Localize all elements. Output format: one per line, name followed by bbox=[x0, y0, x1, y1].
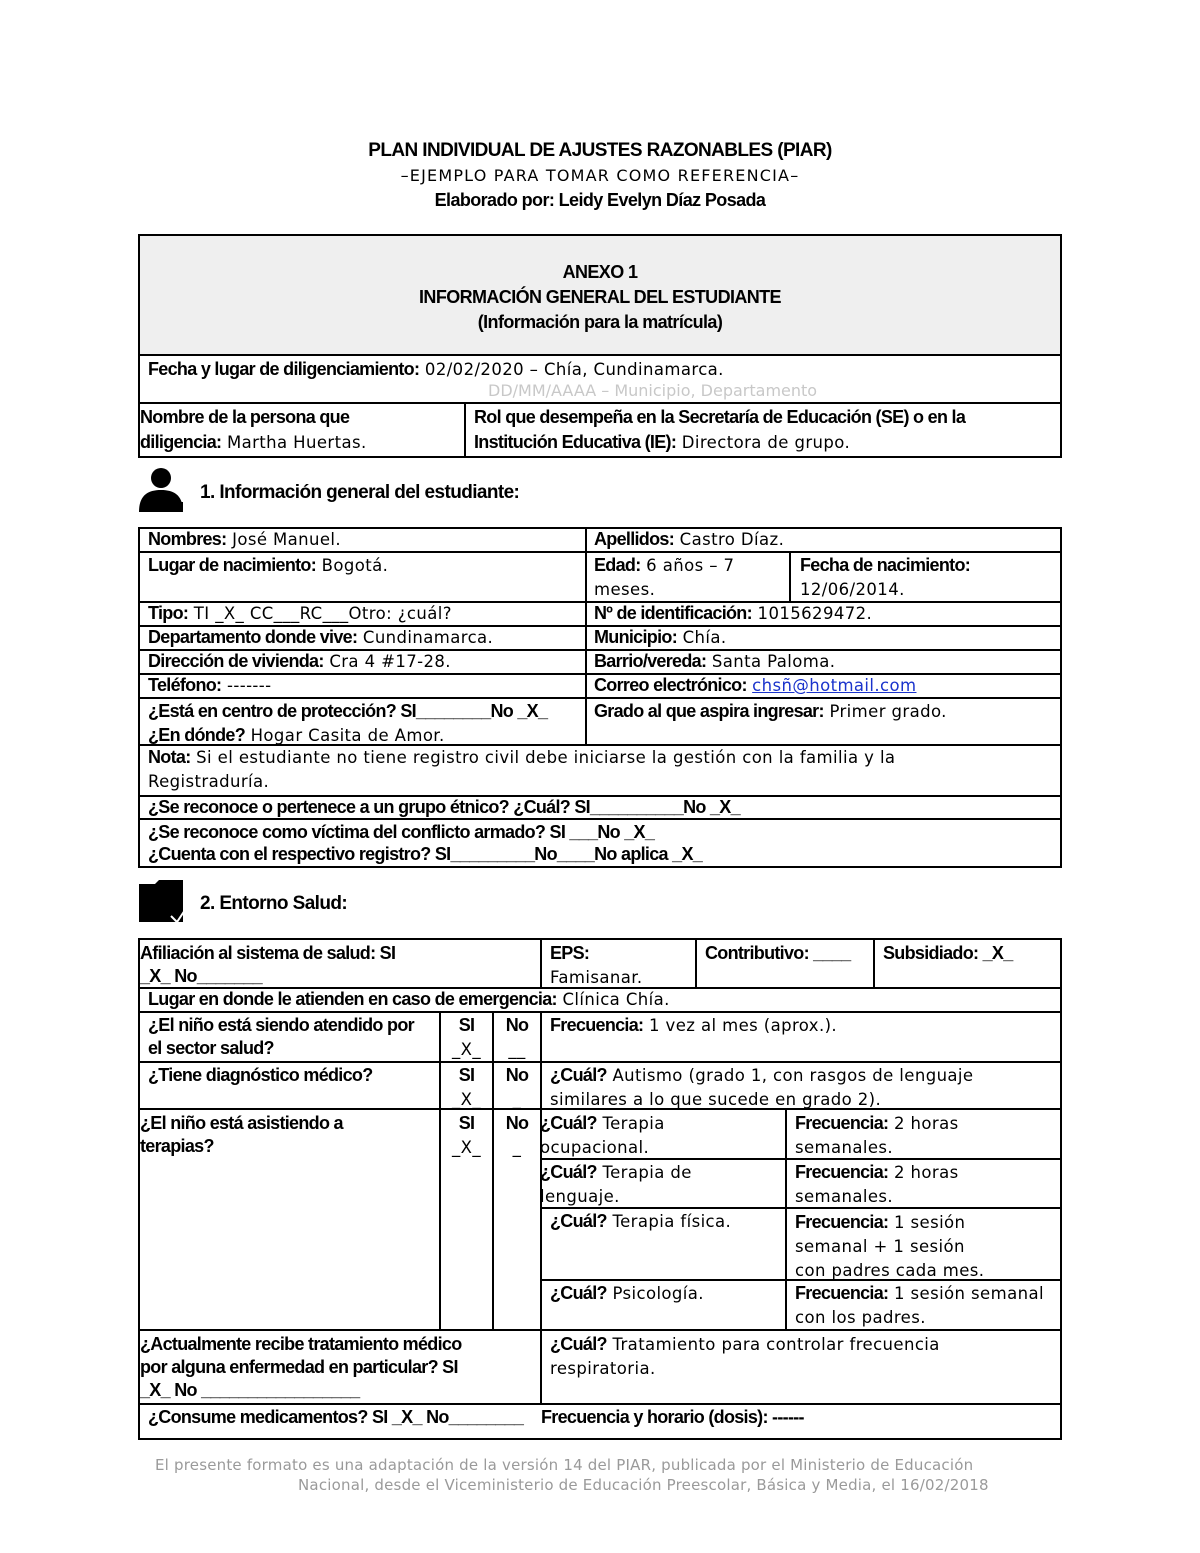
filling-date-value: 02/02/2020 – Chía, Cundinamarca. bbox=[419, 360, 724, 379]
department-field bbox=[148, 626, 493, 650]
treatment-value-2: respiratoria. bbox=[550, 1359, 656, 1378]
affiliation-answer: _X_ No_______ bbox=[140, 966, 262, 986]
therapy-3 bbox=[550, 1210, 731, 1234]
frequency-label: Frecuencia: bbox=[795, 1162, 889, 1182]
annex-number: ANEXO 1 bbox=[562, 262, 638, 282]
surnames-label: Apellidos: bbox=[594, 529, 675, 549]
filling-person-field bbox=[140, 405, 367, 455]
which-label: ¿Cuál? bbox=[550, 1065, 607, 1085]
divider bbox=[789, 552, 791, 602]
note-label: Nota: bbox=[148, 747, 191, 767]
filling-person-label-2: diligencia: bbox=[140, 432, 222, 452]
therapy-value: Terapia bbox=[596, 1114, 665, 1133]
health-attention-label-2: el sector salud? bbox=[148, 1038, 274, 1058]
birthplace-label: Lugar de nacimiento: bbox=[148, 555, 317, 575]
frequency-label: Frecuencia: bbox=[795, 1283, 889, 1303]
department-label: Departamento donde vive: bbox=[148, 627, 358, 647]
therapies-no bbox=[494, 1112, 540, 1160]
divider bbox=[140, 1061, 1060, 1063]
eps-label: EPS: bbox=[550, 943, 590, 963]
municipality-value: Chía. bbox=[676, 628, 727, 647]
diagnosis-question: ¿Tiene diagnóstico médico? bbox=[148, 1065, 373, 1085]
therapy-4-frequency bbox=[795, 1282, 1044, 1330]
therapy-2-frequency bbox=[795, 1161, 959, 1209]
phone-field bbox=[148, 674, 271, 698]
affiliation-label: Afiliación al sistema de salud: SI bbox=[140, 943, 396, 963]
protection-field bbox=[148, 700, 547, 748]
phone-label: Teléfono: bbox=[148, 675, 222, 695]
frequency-value-3: con padres cada mes. bbox=[795, 1261, 985, 1280]
grade-field bbox=[594, 700, 947, 724]
note-value-2: Registraduría. bbox=[148, 772, 270, 791]
diagnosis-value: Autismo (grado 1, con rasgos de lenguaje bbox=[606, 1066, 974, 1085]
divider bbox=[140, 1403, 1060, 1405]
no-mark: __ bbox=[508, 1040, 526, 1059]
victim-question: ¿Se reconoce como víctima del conflicto armado? SI ___No _X_ bbox=[148, 822, 655, 842]
section-2-title: 2. Entorno Salud: bbox=[200, 893, 348, 914]
frequency-value-2: semanales. bbox=[795, 1187, 894, 1206]
which-label: ¿Cuál? bbox=[550, 1283, 607, 1303]
municipality-label: Municipio: bbox=[594, 627, 677, 647]
annex-title: INFORMACIÓN GENERAL DEL ESTUDIANTE bbox=[419, 287, 781, 307]
names-label: Nombres: bbox=[148, 529, 227, 549]
therapies-label: ¿El niño está asistiendo a bbox=[140, 1113, 343, 1133]
health-attention-yes bbox=[441, 1014, 492, 1062]
protection-label: ¿Está en centro de protección? SI________No _X_ bbox=[148, 701, 548, 721]
note-field bbox=[148, 746, 895, 794]
therapy-value: Psicología. bbox=[606, 1284, 704, 1303]
frequency-value: 1 vez al mes (aprox.). bbox=[643, 1016, 838, 1035]
birthplace-value: Bogotá. bbox=[316, 556, 389, 575]
treatment-answer: _X_ No _________________ bbox=[140, 1380, 360, 1400]
municipality-field bbox=[594, 626, 727, 650]
emergency-place-value: Clínica Chía. bbox=[556, 990, 670, 1009]
therapy-3-frequency bbox=[795, 1210, 984, 1283]
treatment-label: ¿Actualmente recibe tratamiento médico bbox=[140, 1334, 462, 1354]
filling-role-label-2: Institución Educativa (IE): bbox=[474, 432, 677, 452]
annex-subtitle: (Información para la matrícula) bbox=[477, 312, 723, 332]
therapy-2 bbox=[540, 1161, 692, 1209]
health-attention-question bbox=[148, 1014, 414, 1060]
diagnosis-no bbox=[494, 1064, 540, 1112]
protection-where-value: Hogar Casita de Amor. bbox=[244, 726, 445, 745]
document-title: PLAN INDIVIDUAL DE AJUSTES RAZONABLES (PIAR) bbox=[368, 140, 832, 161]
frequency-value-2: semanales. bbox=[795, 1138, 894, 1157]
frequency-value-2: con los padres. bbox=[795, 1308, 926, 1327]
filling-role-value: Directora de grupo. bbox=[676, 433, 851, 452]
health-attention-no bbox=[494, 1014, 540, 1062]
no-label: No bbox=[505, 1065, 529, 1085]
divider bbox=[695, 940, 697, 988]
eps-value: Famisanar. bbox=[550, 968, 643, 987]
neighborhood-field bbox=[594, 650, 835, 674]
treatment-field bbox=[550, 1333, 940, 1381]
divider bbox=[464, 402, 466, 456]
divider bbox=[873, 940, 875, 988]
phone-value: ------- bbox=[221, 676, 272, 695]
id-number-value: 1015629472. bbox=[751, 604, 873, 623]
grade-value: Primer grado. bbox=[823, 702, 947, 721]
frequency-label: Frecuencia: bbox=[550, 1015, 644, 1035]
filling-role-field bbox=[474, 405, 965, 455]
birthplace-field bbox=[148, 554, 388, 578]
eps-field bbox=[550, 942, 643, 990]
divider bbox=[585, 529, 587, 745]
frequency-label: Frecuencia: bbox=[795, 1212, 889, 1232]
medication-question: ¿Consume medicamentos? SI _X_ No________ bbox=[148, 1407, 524, 1427]
therapy-4 bbox=[550, 1282, 704, 1306]
medication-frequency: Frecuencia y horario (dosis): ------ bbox=[541, 1407, 804, 1427]
surnames-field bbox=[594, 528, 784, 552]
yes-mark: _X_ bbox=[451, 1090, 481, 1109]
document-author: Elaborado por: Leidy Evelyn Díaz Posada bbox=[434, 190, 766, 210]
health-attention-label: ¿El niño está siendo atendido por bbox=[148, 1015, 414, 1035]
therapies-label-2: terapias? bbox=[140, 1136, 214, 1156]
neighborhood-label: Barrio/vereda: bbox=[594, 651, 707, 671]
yes-label: SI bbox=[458, 1015, 475, 1035]
address-value: Cra 4 #17-28. bbox=[323, 652, 451, 671]
diagnosis-yes bbox=[441, 1064, 492, 1112]
yes-label: SI bbox=[458, 1113, 475, 1133]
names-value: José Manuel. bbox=[226, 530, 342, 549]
yes-mark: _X_ bbox=[451, 1138, 481, 1157]
note-value: Si el estudiante no tiene registro civil debe iniciarse la gestión con la familia y la bbox=[190, 748, 896, 767]
therapy-1 bbox=[540, 1112, 665, 1160]
id-number-label: Nº de identificación: bbox=[594, 603, 752, 623]
email-link[interactable]: chsñ@hotmail.com bbox=[752, 676, 917, 695]
address-field bbox=[148, 650, 451, 674]
address-label: Dirección de vivienda: bbox=[148, 651, 324, 671]
footer-line-1: El presente formato es una adaptación de la versión 14 del PIAR, publicada por el Ministerio de Educación bbox=[155, 1456, 974, 1474]
divider bbox=[785, 1110, 787, 1330]
diagnosis-value-2: similares a lo que sucede en grado 2). bbox=[550, 1090, 882, 1109]
surnames-value: Castro Díaz. bbox=[674, 530, 785, 549]
divider bbox=[140, 354, 1060, 356]
frequency-value: 2 horas bbox=[888, 1114, 959, 1133]
emergency-place-field bbox=[148, 988, 670, 1012]
birthdate-field bbox=[800, 554, 970, 602]
which-label: ¿Cuál? bbox=[540, 1162, 597, 1182]
yes-mark: _X_ bbox=[451, 1040, 481, 1059]
diagnosis-field bbox=[550, 1064, 973, 1112]
therapy-value: Terapia física. bbox=[606, 1212, 732, 1231]
therapy-1-frequency bbox=[795, 1112, 959, 1160]
filling-person-value: Martha Huertas. bbox=[221, 433, 367, 452]
document-subtitle: –EJEMPLO PARA TOMAR COMO REFERENCIA– bbox=[400, 166, 800, 185]
department-value: Cundinamarca. bbox=[357, 628, 494, 647]
therapies-yes bbox=[441, 1112, 492, 1160]
therapy-value-2: lenguaje. bbox=[540, 1187, 620, 1206]
email-field bbox=[594, 674, 916, 698]
therapy-value: Terapia de bbox=[596, 1163, 692, 1182]
no-label: No bbox=[505, 1015, 529, 1035]
age-label: Edad: bbox=[594, 555, 641, 575]
divider bbox=[140, 402, 1060, 404]
attention-frequency-field bbox=[550, 1014, 837, 1038]
id-type-field bbox=[148, 602, 452, 626]
divider bbox=[540, 940, 542, 988]
frequency-value: 2 horas bbox=[888, 1163, 959, 1182]
id-number-field bbox=[594, 602, 872, 626]
person-icon bbox=[137, 466, 187, 514]
frequency-value: 1 sesión semanal bbox=[888, 1284, 1044, 1303]
birthdate-label: Fecha de nacimiento: bbox=[800, 555, 971, 575]
registry-question: ¿Cuenta con el respectivo registro? SI_________No____No aplica _X_ bbox=[148, 844, 703, 864]
treatment-value: Tratamiento para controlar frecuencia bbox=[606, 1335, 940, 1354]
frequency-label: Frecuencia: bbox=[795, 1113, 889, 1133]
protection-where-label: ¿En dónde? bbox=[148, 725, 245, 745]
therapy-value-2: ocupacional. bbox=[540, 1138, 650, 1157]
no-mark: _ bbox=[512, 1090, 522, 1109]
emergency-place-label: Lugar en donde le atienden en caso de emergencia: bbox=[148, 989, 557, 1009]
footer-line-2: Nacional, desde el Viceministerio de Educación Preescolar, Básica y Media, el 16/02/2018 bbox=[298, 1476, 989, 1494]
birthdate-value: 12/06/2014. bbox=[800, 580, 905, 599]
contributive-field: Contributivo: ____ bbox=[705, 943, 851, 963]
email-label: Correo electrónico: bbox=[594, 675, 747, 695]
frequency-value-2: semanal + 1 sesión bbox=[795, 1237, 965, 1256]
no-label: No bbox=[505, 1113, 529, 1133]
ethnic-group-question: ¿Se reconoce o pertenece a un grupo étnico? ¿Cuál? SI__________No _X_ bbox=[148, 797, 740, 817]
treatment-question bbox=[140, 1333, 462, 1402]
which-label: ¿Cuál? bbox=[550, 1334, 607, 1354]
treatment-label-2: por alguna enfermedad en particular? SI bbox=[140, 1357, 458, 1377]
filling-person-label: Nombre de la persona que bbox=[140, 407, 350, 427]
filling-date-hint: DD/MM/AAAA – Municipio, Departamento bbox=[488, 381, 818, 400]
id-type-label: Tipo: bbox=[148, 603, 189, 623]
neighborhood-value: Santa Paloma. bbox=[706, 652, 836, 671]
filling-date-label: Fecha y lugar de diligenciamiento: bbox=[148, 359, 420, 379]
folder-icon bbox=[137, 878, 187, 924]
which-label: ¿Cuál? bbox=[550, 1211, 607, 1231]
yes-label: SI bbox=[458, 1065, 475, 1085]
names-field bbox=[148, 528, 341, 552]
therapies-question bbox=[140, 1112, 343, 1158]
frequency-value: 1 sesión bbox=[888, 1213, 966, 1232]
no-mark: _ bbox=[512, 1138, 522, 1157]
age-value-2: meses. bbox=[594, 580, 656, 599]
section-1-title: 1. Información general del estudiante: bbox=[200, 482, 520, 503]
affiliation-question bbox=[140, 942, 395, 988]
which-label: ¿Cuál? bbox=[540, 1113, 597, 1133]
age-value: 6 años – 7 bbox=[640, 556, 735, 575]
grade-label: Grado al que aspira ingresar: bbox=[594, 701, 824, 721]
id-type-value: TI _X_ CC___RC___Otro: ¿cuál? bbox=[188, 604, 452, 623]
filling-role-label: Rol que desempeña en la Secretaría de Educación (SE) o en la bbox=[474, 407, 966, 427]
subsidized-field: Subsidiado: _X_ bbox=[883, 943, 1013, 963]
age-field bbox=[594, 554, 734, 602]
